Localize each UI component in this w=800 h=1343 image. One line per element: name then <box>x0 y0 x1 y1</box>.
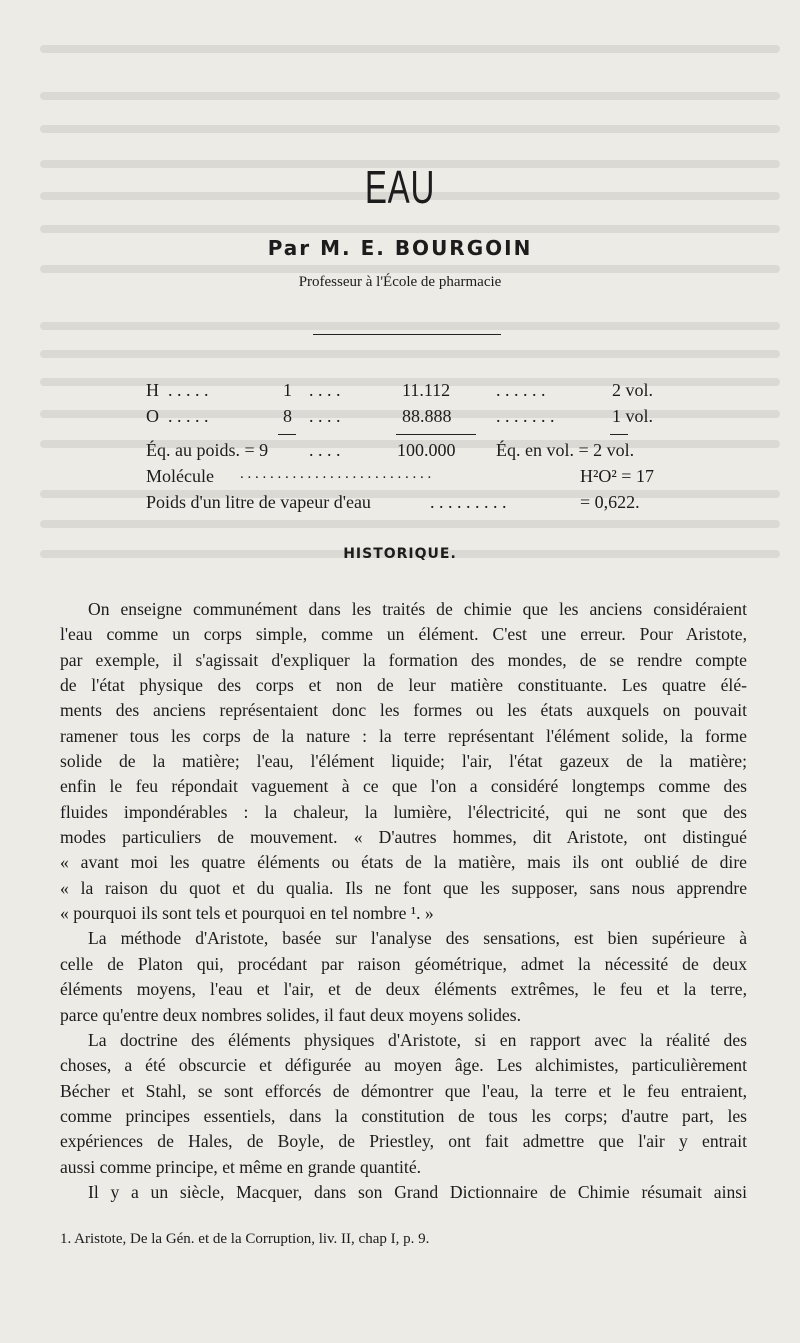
litre-weight-value: = 0,622. <box>580 492 640 512</box>
text-line: fluides impondérables : la chaleur, la lumière, l'électricité, qui ne sont que des <box>60 801 747 822</box>
body-text <box>60 597 747 1205</box>
formula-h-dots2: . . . . <box>309 380 341 400</box>
formula-o-dots3: . . . . . . . <box>496 406 555 426</box>
molecule-value: H²O² = 17 <box>580 466 654 486</box>
formula-h-percent: 11.112 <box>402 380 451 400</box>
author-line: Par M. E. BOURGOIN <box>267 236 533 260</box>
sum-rule-percent <box>396 434 476 435</box>
text-line: « la raison du quot et du qualia. Ils ne font que les supposer, sans nous apprendre <box>60 877 747 898</box>
text-line: On enseigne communément dans les traités de chimie que les anciens considéraient <box>88 599 747 619</box>
formula-h-dots3: . . . . . . <box>496 380 546 400</box>
formula-o-percent: 88.888 <box>402 406 452 426</box>
formula-h-volume: 2 vol. <box>612 380 654 400</box>
author-affiliation: Professeur à l'École de pharmacie <box>298 274 502 290</box>
equivalent-volume: Éq. en vol. = 2 vol. <box>496 440 635 460</box>
formula-h-dots: . . . . . <box>168 380 209 400</box>
formula-o-weight: 8 <box>283 406 292 426</box>
text-line: celle de Platon qui, procédant par raison géométrique, admet la nécessité de deux <box>60 953 747 974</box>
text-line: « pourquoi ils sont tels et pourquoi en tel nombre ¹. » <box>60 903 434 924</box>
text-line: La méthode d'Aristote, basée sur l'analyse des sensations, est bien supérieure à <box>88 928 747 949</box>
text-line: La doctrine des éléments physiques d'Aristote, si en rapport avec la réalité des <box>88 1029 747 1050</box>
footnote: 1. Aristote, De la Gén. et de la Corruption, liv. II, chap I, p. 9. <box>60 1231 430 1247</box>
equivalent-weight: Éq. au poids. = 9 <box>146 440 269 460</box>
text-line: l'eau comme un corps simple, comme un élément. C'est une erreur. Pour Aristote, <box>60 624 747 645</box>
text-line: par exemple, il s'agissait d'expliquer la formation des mondes, de se rendre compte <box>60 649 747 670</box>
formula-o-volume: 1 vol. <box>612 406 654 426</box>
text-line: ramener tous les corps de la nature : la terre représentant l'élément solide, la forme <box>60 725 747 746</box>
molecule-dots: . . . . . . . . . . . . . . . . . . . . . . . . . . <box>240 466 432 482</box>
sum-rule-volume <box>610 434 628 435</box>
text-line: modes particuliers de mouvement. « D'autres hommes, dit Aristote, ont distingué <box>60 827 747 848</box>
text-line: enfin le feu répondait vaguement à ce que l'on a considéré longtemps comme des <box>60 776 747 797</box>
text-line: parce qu'entre deux nombres solides, il faut deux moyens solides. <box>60 1004 521 1025</box>
molecule-label: Molécule <box>146 466 214 486</box>
formula-h-label: H <box>146 380 159 400</box>
litre-weight-label: Poids d'un litre de vapeur d'eau <box>146 492 371 512</box>
formula-o-label: O <box>146 406 159 426</box>
text-line: choses, a été obscurcie et défigurée au moyen âge. Les alchimistes, particulièrement <box>60 1055 747 1076</box>
text-line: solide de la matière; l'eau, l'élément liquide; l'air, l'état gazeux de la matière; <box>60 751 747 772</box>
text-line: éléments moyens, l'eau et l'air, et de deux éléments extrêmes, le feu et la terre, <box>60 979 747 1000</box>
separator-rule <box>313 334 501 335</box>
text-line: aussi comme principe, et même en grande quantité. <box>60 1156 422 1177</box>
formula-o-dots2: . . . . <box>309 406 341 426</box>
section-heading: HISTORIQUE. <box>343 546 457 562</box>
formula-h-weight: 1 <box>283 380 292 400</box>
litre-weight-dots: . . . . . . . . . <box>430 492 507 512</box>
text-line: comme principes essentiels, dans la constitution de tous les corps; d'autre part, les <box>60 1105 747 1126</box>
text-line: de l'état physique des corps et non de leur matière constituante. Les quatre élé- <box>60 675 747 696</box>
sum-rule-weight <box>278 434 296 435</box>
text-line: « avant moi les quatre éléments ou états de la matière, mais ils ont oublié de dire <box>60 852 747 873</box>
page-title: EAU <box>364 161 436 213</box>
formula-o-dots: . . . . . <box>168 406 209 426</box>
percent-total: 100.000 <box>397 440 456 460</box>
text-line: Bécher et Stahl, se sont efforcés de démontrer que l'eau, la terre et le feu entraient, <box>60 1080 747 1101</box>
text-line: expériences de Hales, de Boyle, de Priestley, ont fait admettre que l'air y entrait <box>60 1131 747 1152</box>
equivalent-dots: . . . . <box>309 440 341 460</box>
text-line: Il y a un siècle, Macquer, dans son Grand Dictionnaire de Chimie résumait ainsi <box>88 1181 747 1202</box>
text-line: ments des anciens représentaient donc les formes ou les états auxquels on pouvait <box>60 700 747 721</box>
